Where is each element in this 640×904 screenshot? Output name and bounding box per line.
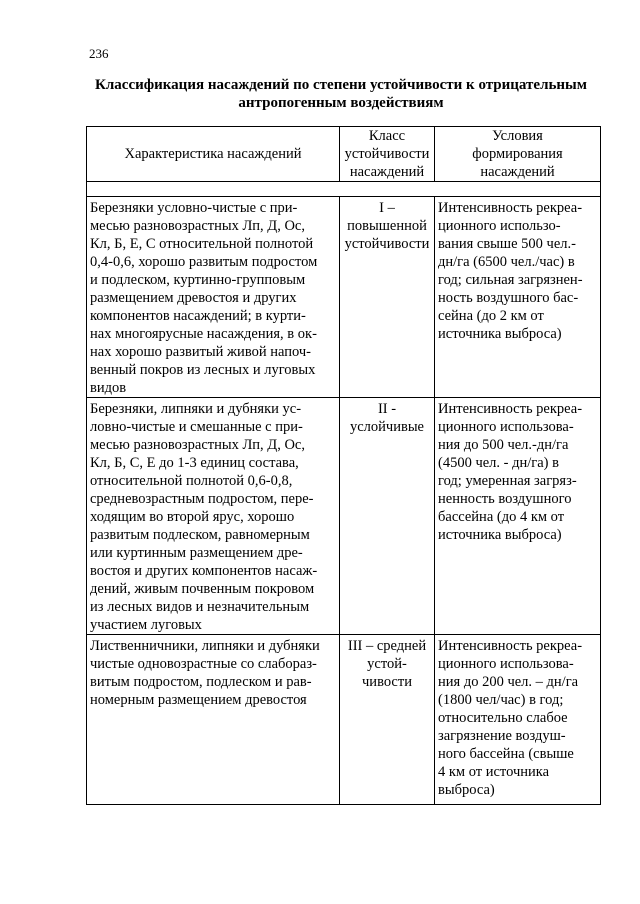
cell-text-line: ность воздушного бас- [438,290,579,306]
cell-text-line: загрязнение воздуш- [438,728,566,744]
cell-text-line: (4500 чел. - дн/га) в [438,455,559,471]
cell-text-line: чивости [362,674,412,690]
header-text: устойчивости [344,146,430,162]
header-text: формирования [472,146,563,162]
cell-text-line: бассейна (до 4 км от [438,509,565,525]
cell-text-line: размещением древостоя и других [90,290,297,306]
table-row [87,197,601,398]
cell-text-line: ненность воздушного [438,491,572,507]
cell-text-line: год; умеренная загряз- [438,473,577,489]
cell-conditions [435,197,601,398]
cell-text-line: развитым подлеском, равномерным [90,527,310,543]
cell-characteristic [87,635,340,805]
cell-text-line: Интенсивность рекреа- [438,638,583,654]
cell-text-line: ционного использова- [438,419,574,435]
spacer-row [87,182,601,197]
header-characteristic [87,127,340,182]
cell-text-line: Кл, Б, Е, С относительной полнотой [90,236,314,252]
cell-text-line: вания свыше 500 чел.- [438,236,576,252]
cell-text-line: витым подростом, подлеском и рав- [90,674,312,690]
cell-class [340,635,435,805]
cell-text-line: Интенсивность рекреа- [438,401,583,417]
cell-text-line: 4 км от источника [438,764,550,780]
cell-text-line: Интенсивность рекреа- [438,200,583,216]
cell-text-line: (1800 чел/час) в год; [438,692,564,708]
cell-class [340,197,435,398]
table-header-row [87,127,601,182]
cell-text-line: III – средней [347,638,427,654]
cell-text-line: ния до 500 чел.-дн/га [438,437,569,453]
cell-text-line: устойчивости [344,236,430,252]
cell-text-line: Кл, Б, С, Е до 1-3 единиц состава, [90,455,299,471]
table-row [87,398,601,635]
cell-text-line: источника выброса) [438,326,562,342]
cell-text-line: относительной полнотой 0,6-0,8, [90,473,293,489]
cell-text-line: ния до 200 чел. – дн/га [438,674,579,690]
header-text: Характеристика насаждений [124,146,302,162]
cell-text-line: источника выброса) [438,527,562,543]
cell-text-line: нах хорошо развитый живой напоч- [90,344,311,360]
header-text: насаждений [480,164,555,180]
title-line: Классификация насаждений по степени устойчивости к отрицательным [95,77,587,93]
cell-text-line: относительно слабое [438,710,568,726]
cell-characteristic [87,398,340,635]
page-number: 236 [89,46,109,61]
cell-characteristic [87,197,340,398]
cell-text-line: месью разновозрастных Лп, Д, Ос, [90,437,305,453]
cell-text-line: ционного использо- [438,218,561,234]
cell-text-line: чистые одновозрастные со слабораз- [90,656,317,672]
cell-text-line: ходящим во второй ярус, хорошо [90,509,295,525]
header-text: Условия [492,128,543,144]
cell-text-line: номерным размещением древостоя [90,692,307,708]
cell-text-line: востоя и других компонентов насаж- [90,563,318,579]
cell-text-line: из лесных видов и незначительным [90,599,310,615]
header-class [340,127,435,182]
header-text: Класс [368,128,406,144]
cell-text-line: и подлеском, куртинно-групповым [90,272,306,288]
cell-text-line: год; сильная загрязнен- [438,272,583,288]
cell-text-line: венный покров из лесных и луговых [90,362,316,378]
cell-text-line: Березняки, липняки и дубняки ус- [90,401,302,417]
cell-text-line: Березняки условно-чистые с при- [90,200,298,216]
cell-text-line: дений, живым почвенным покровом [90,581,315,597]
cell-text-line: видов [90,380,127,396]
cell-text-line: месью разновозрастных Лп, Д, Ос, [90,218,305,234]
cell-text-line: II - [377,401,397,417]
cell-text-line: ного бассейна (свыше [438,746,574,762]
cell-text-line: ловно-чистые и смешанные с при- [90,419,303,435]
cell-class [340,398,435,635]
cell-text-line: услойчивые [349,419,424,435]
cell-text-line: средневозрастным подростом, пере- [90,491,314,507]
cell-text-line: сейна (до 2 км от [438,308,544,324]
spacer-cell [87,182,601,197]
cell-text-line: Лиственничники, липняки и дубняки [90,638,320,654]
cell-text-line: 0,4-0,6, хорошо развитым подростом [90,254,318,270]
cell-text-line: I – [379,200,395,216]
cell-text-line: или куртинным размещением дре- [90,545,303,561]
cell-text-line: устой- [367,656,407,672]
cell-text-line: участием луговых [90,617,202,633]
classification-table [86,126,601,805]
cell-text-line: ционного использова- [438,656,574,672]
title-line: антропогенным воздействиям [238,95,444,111]
cell-text-line: выброса) [438,782,495,798]
table-title [60,76,622,112]
cell-conditions [435,635,601,805]
cell-text-line: компонентов насаждений; в курти- [90,308,306,324]
header-text: насаждений [349,164,425,180]
cell-text-line: дн/га (6500 чел./час) в [438,254,575,270]
cell-conditions [435,398,601,635]
table-row [87,635,601,805]
header-conditions [435,127,601,182]
cell-text-line: нах многоярусные насаждения, в ок- [90,326,317,342]
cell-text-line: повышенной [347,218,427,234]
